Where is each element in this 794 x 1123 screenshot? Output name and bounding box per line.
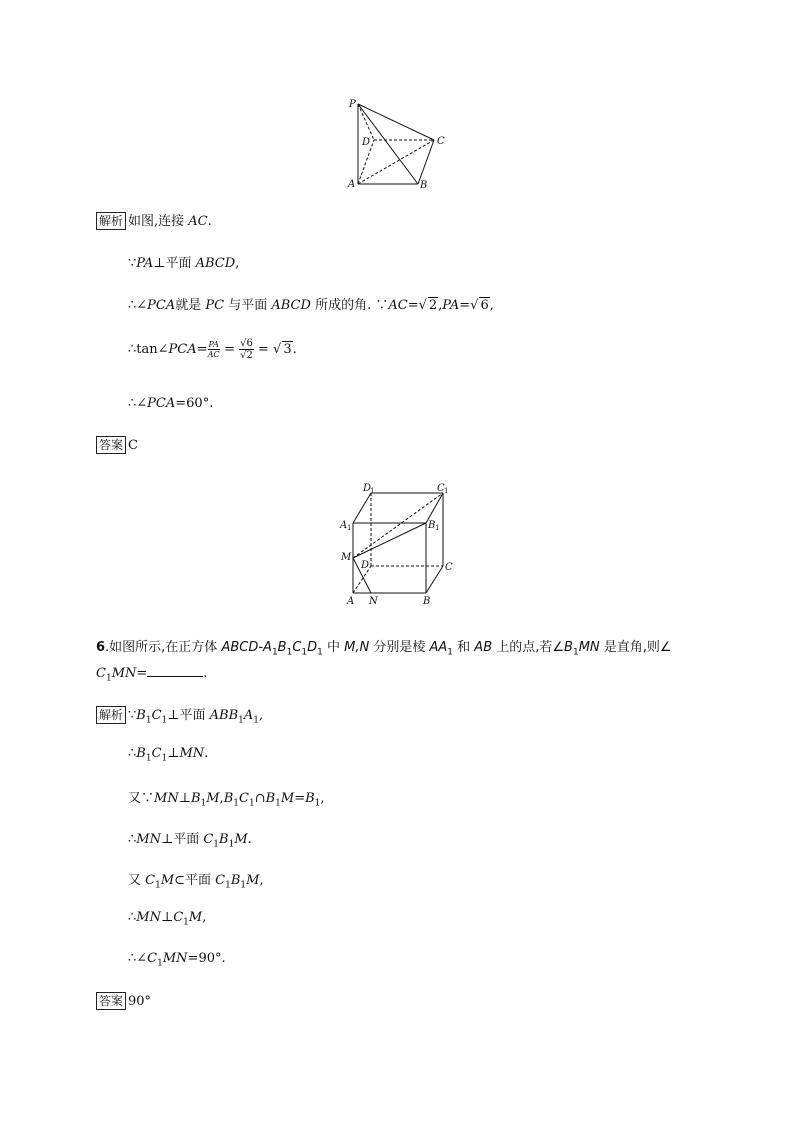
label-d1: D (363, 483, 372, 494)
solution1-line3: ∴∠PCA就是 PC 与平面 ABCD 所成的角. ∵AC=√ 2,PA=√ 6, (128, 298, 494, 313)
label-b: B (423, 596, 431, 607)
analysis-tag-2: 解析 (96, 706, 126, 724)
label-d: D (362, 137, 371, 148)
solution2-line5: 又 $C_1M\subset$平面 $C_1B_1M$, (128, 873, 264, 891)
label-p: P (349, 99, 356, 110)
solution1-line1: 解析 如图,连接 AC. (96, 210, 212, 230)
label-c1: C (437, 483, 445, 494)
solution2-line1: 解析 $\because B_1C_1\perp$平面 $ABB_1A_1$, (96, 704, 263, 726)
svg-text:1: 1 (435, 524, 440, 532)
fraction-pa-ac: $\frac{PA}{AC}$ (207, 340, 220, 359)
solution2-line4: ∴MN⊥平面 $C_1B_1M$. (128, 832, 252, 850)
svg-text:1: 1 (370, 487, 375, 495)
label-m: M (341, 552, 352, 563)
answer-tag-2: 答案 (96, 992, 126, 1010)
label-c: C (437, 136, 445, 147)
label-a: A (347, 596, 355, 607)
label-a1: A (340, 520, 348, 531)
pyramid-figure (340, 95, 460, 195)
label-n: N (369, 596, 378, 607)
cube-figure (335, 478, 465, 610)
question6-line2: $C_1MN=$ . (96, 666, 208, 684)
answer2-value: 90° (128, 994, 152, 1009)
label-b: B (420, 180, 428, 191)
solution1-line4: ∴tan∠PCA= $\frac{PA}{AC}$ = $\frac{√6}{√2}$ = √ 3. (128, 338, 297, 361)
answer1-line (96, 436, 138, 454)
answer1-value: C (128, 438, 138, 453)
solution2-line6: $\therefore MN\perp C_1M$, (128, 910, 207, 928)
label-b1: B (428, 520, 436, 531)
svg-text:1: 1 (444, 487, 449, 495)
label-a: A (348, 179, 356, 190)
label-d: D (361, 560, 370, 571)
label-c: C (445, 562, 453, 573)
answer2-line (96, 992, 151, 1010)
solution1-line2: ∵PA⊥平面 ABCD, (128, 256, 240, 271)
answer-tag: 答案 (96, 436, 126, 454)
fraction-root6-root2: $\frac{√6}{√2}$ (240, 338, 253, 361)
answer-blank[interactable] (147, 664, 203, 677)
analysis-tag: 解析 (96, 212, 126, 230)
question6-line1: 6.如图所示,在正方体 ABCD-$A_1B_1C_1D_1$ 中 M,N 分别是棱 $AA_1$ 和 AB 上的点,若$\angle B_1MN$ 是直角,则∠ (96, 640, 672, 658)
svg-text:1: 1 (347, 524, 352, 532)
solution2-line2: $\therefore B_1C_1\perp MN$. (128, 746, 209, 764)
solution1-line5: ∴∠PCA=60°. (128, 396, 214, 411)
solution2-line3: 又$\because MN\perp B_1M,B_1C_1\cap B_1M=B_1$, (128, 791, 325, 809)
solution2-line7: $\therefore\angle C_1MN=90^\circ$. (128, 951, 226, 969)
